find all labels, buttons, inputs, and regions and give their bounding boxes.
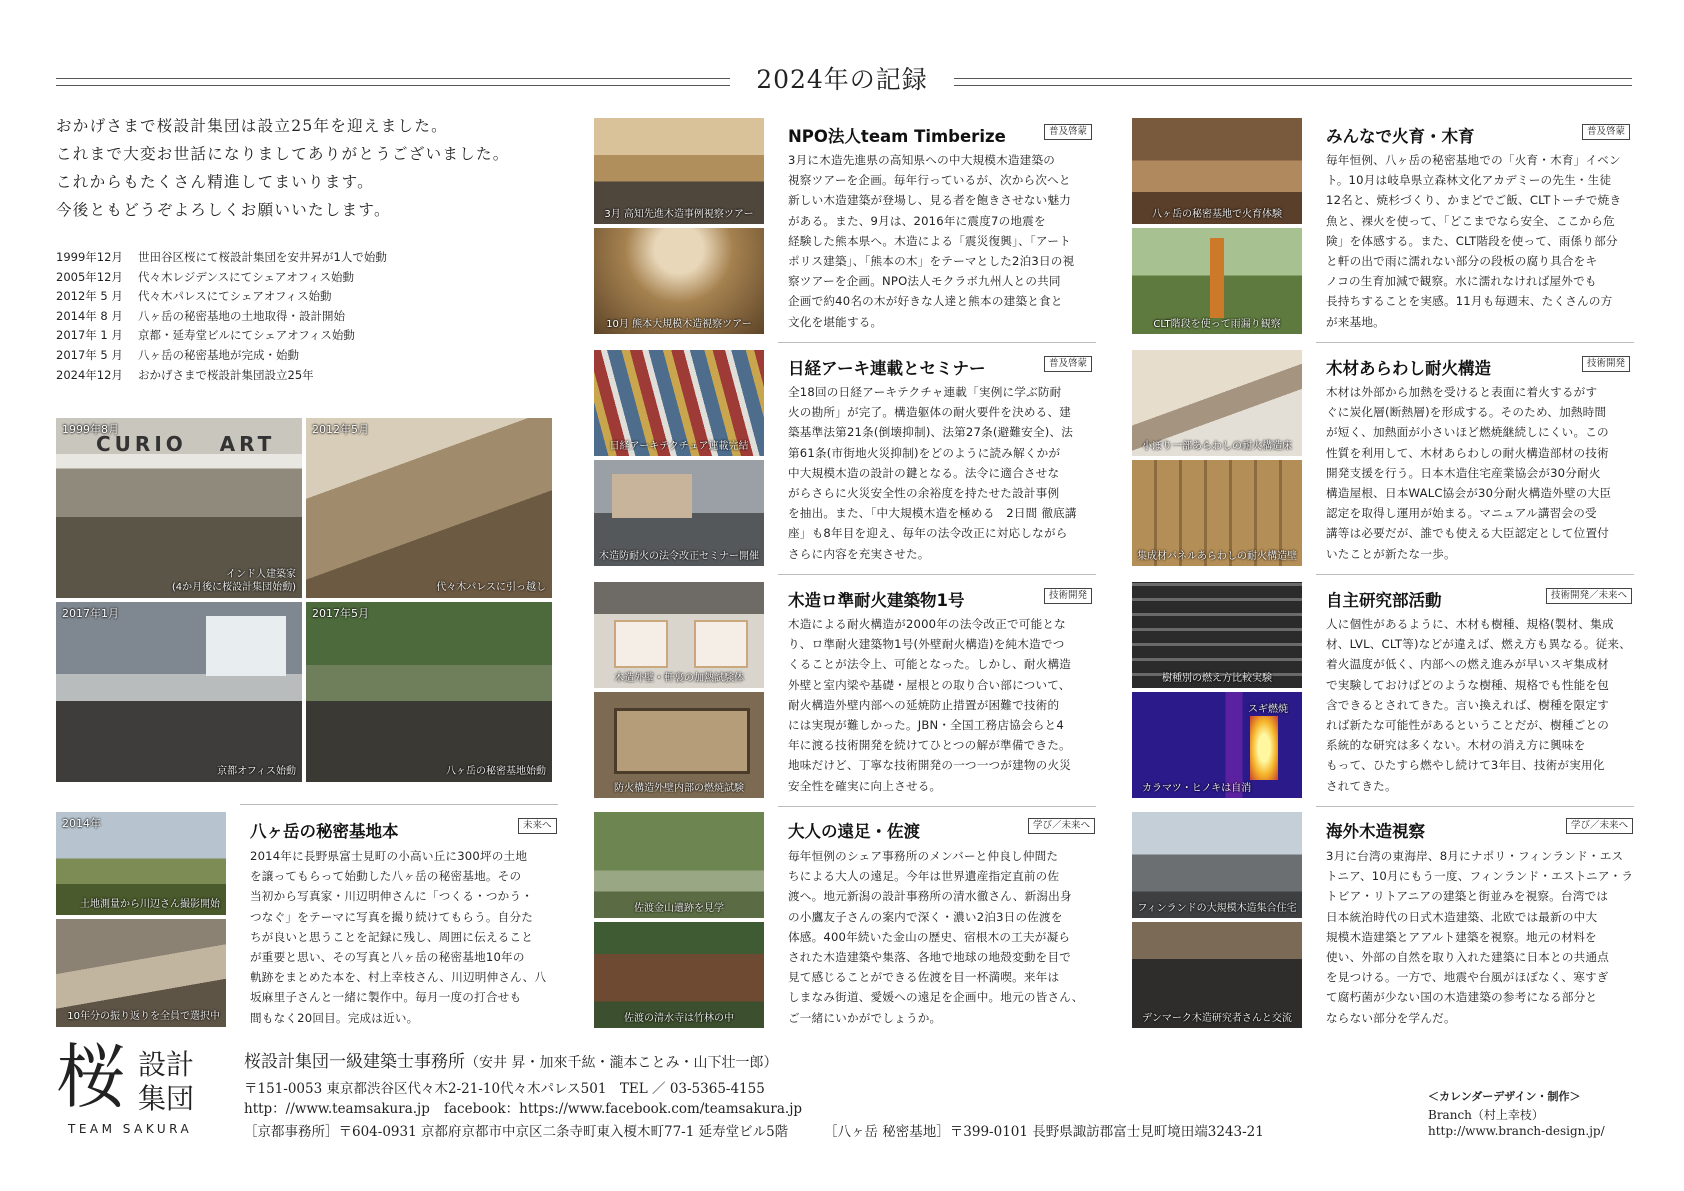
- category-tag: 技術開発: [1582, 356, 1630, 372]
- footer-yatsugatake-address: ［八ヶ岳 秘密基地］〒399-0101 長野県諏訪郡富士見町境田端3243-21: [824, 1124, 1264, 1140]
- separator: [240, 804, 558, 805]
- photo-mokuzou-test: 防火構造外壁内部の燃焼試験: [594, 692, 764, 798]
- article-body-nikkei: 全18回の日経アーキテクチャ連載「実例に学ぶ防耐 火の勘所」が完了。構造躯体の耐火要件を決める、建 築基準法第21条(倒壊抑制)、法第27条(避難安全)、法 第61条(市街地火災抑制)をどのように読み解くかが 中大規模木造の設計の鍵となる。法令に適合させな がらさらに火災安全性の余裕度を持たせた設計事例 を抽出。また、「中大規模木造を極める 2日間 徹底講 座」も8年目を迎え、毎年の法令改正に対応しながら さらに内容を充実させた。: [788, 385, 1077, 561]
- footer-company: 桜設計集団一級建築士事務所（安井 昇・加來千紘・瀧本ことみ・山下壮一郎）: [244, 1052, 778, 1072]
- history-item: 2017年 1 月 京都・延寿堂ビルにてシェアオフィス始動: [56, 328, 355, 343]
- article-title-jishu: 自主研究部活動: [1326, 591, 1442, 610]
- history-item: 2012年 5 月 代々木パレスにてシェアオフィス始動: [56, 289, 332, 304]
- intro-line: これからもたくさん精進してまいります。: [56, 173, 374, 191]
- page-title: 2024年の記録: [756, 65, 928, 94]
- article-body-jishu: 人に個性があるように、木材も樹種、規格(製材、集成 材、LVL、CLT等)などが違えば、燃え方も異なる。従来、 着火温度が低く、内部への燃え進みが早いスギ集成材 で実験しておけばどのような樹種、規格でも性能を包 含できるとされてきた。言い換えれば、樹種を限定す れば新たな可能性があるということだが、樹種ごとの 系統的な研究は多くない。木材の消え方に興味を もって、ひたすら燃やし続けて3年目、技術が実用化 されてきた。: [1326, 617, 1632, 793]
- history-item: 2017年 5 月 八ヶ岳の秘密基地が完成・始動: [56, 347, 299, 362]
- photo-mokuzou-specimen: 木造外壁・軒裏の加熱試験体: [594, 582, 764, 688]
- separator: [1316, 342, 1634, 343]
- article-body-mokuzou: 木造による耐火構造が2000年の法令改正で可能とな り、ロ準耐火建築物1号(外壁耐火構造)を純木造でつ くることが法令上、可能となった。しかし、耐火構造 外壁と室内梁や基礎・屋根との取り合い部について、 耐火構造外壁内部への延焼防止措置が困難で技術的 には実現が難しかった。JBN・全国工務店協会らと4 年に渡る技術開発を続けてひとつの解が準備できた。 地味だけど、丁寧な技術開発の一つ一つが建物の火災 安全性を確実に向上させる。: [788, 617, 1072, 793]
- photo-nikkei-magazines: 日経アーキテクチュア連載完結: [594, 350, 764, 456]
- photo-kaigai-finland: フィンランドの大規模木造集合住宅: [1132, 812, 1302, 918]
- design-credit-name: Branch（村上幸枝）: [1428, 1108, 1544, 1122]
- separator: [1316, 806, 1634, 807]
- photo-yatsugatake-meeting: 10年分の振り返りを全員で選択中: [56, 919, 226, 1027]
- history-item: 2024年12月 おかげさまで桜設計集団設立25年: [56, 367, 314, 382]
- category-tag: 未来へ: [518, 818, 557, 834]
- category-tag: 技術開発: [1044, 588, 1092, 604]
- photo-nikkei-seminar: 木造防耐火の法令改正セミナー開催: [594, 460, 764, 566]
- footer-facebook-link[interactable]: facebook：https://www.facebook.com/teamsakura.jp: [444, 1101, 803, 1117]
- intro-message: [56, 112, 576, 224]
- separator: [778, 342, 1096, 343]
- logo-subtitle: TEAM SAKURA: [68, 1122, 193, 1136]
- photo-yatsugatake-land: 2014年 土地測量から川辺さん撮影開始: [56, 812, 226, 915]
- photo-1999: CURIO ART 1999年8月 インド人建築家 (4か月後に桜設計集団始動): [56, 418, 302, 598]
- article-title-npo: NPO法人team Timberize: [788, 127, 1006, 146]
- category-tag: 技術開発／未来へ: [1546, 588, 1632, 604]
- photo-2017-jan: 2017年1月 京都オフィス始動: [56, 602, 302, 782]
- intro-line: おかげさまで桜設計集団は設立25年を迎えました。: [56, 117, 448, 135]
- photo-araware-wall: 集成材パネルあらわしの耐火構造壁: [1132, 460, 1302, 566]
- article-title-minna: みんなで火育・木育: [1326, 127, 1475, 146]
- logo-kanji: 桜: [56, 1036, 126, 1118]
- footer-address: 〒151-0053 東京都渋谷区代々木2-21-10代々木パレス501 TEL ／ 03-5365-4155: [244, 1081, 765, 1097]
- header-rule-right: [954, 78, 1632, 86]
- history-item: 2005年12月 代々木レジデンスにてシェアオフィス始動: [56, 269, 355, 284]
- footer-kyoto-address: ［京都事務所］〒604-0931 京都府京都市中京区二条寺町東入榎木町77-1 延寿堂ビル5階: [244, 1124, 789, 1140]
- photo-npo-kumamoto: 10月 熊本大規模木造視察ツアー: [594, 228, 764, 334]
- history-item: 2014年 8 月 八ヶ岳の秘密基地の土地取得・設計開始: [56, 308, 345, 323]
- category-tag: 普及啓蒙: [1044, 124, 1092, 140]
- photo-araware-floor: 小ぼり一部あらわしの耐火構造床: [1132, 350, 1302, 456]
- photo-kaigai-denmark: デンマーク木造研究者さんと交流: [1132, 922, 1302, 1028]
- article-title-kaigai: 海外木造視察: [1326, 822, 1425, 841]
- photo-npo-kochi: 3月 高知先進木造事例視察ツアー: [594, 118, 764, 224]
- separator: [778, 806, 1096, 807]
- separator: [778, 574, 1096, 575]
- article-body-araware: 木材は外部から加熱を受けると表面に着火するがす ぐに炭化層(断熱層)を形成する。そのため、加熱時間 が短く、加熱面が小さいほど燃焼継続しにくい。この 性質を利用して、木材あらわしの耐火構造部材の技術 開発支援を行う。日本木造住宅産業協会が30分耐火 構造屋根、日本WALC協会が30分耐火構造外壁の大臣 認定を取得し運用が始まる。マニュアル講習会の受 講等は必要だが、誰でも使える大臣認定として位置付 いたことが新たな一歩。: [1326, 385, 1612, 561]
- photo-2012: 2012年5月 代々木パレスに引っ越し: [306, 418, 552, 598]
- photo-ensoku-kinzan: 佐渡金山遺跡を見学: [594, 812, 764, 918]
- design-credit-label: ＜カレンダーデザイン・制作＞: [1428, 1090, 1581, 1103]
- article-body-minna: 毎年恒例、八ヶ岳の秘密基地での「火育・木育」イベン ト。10月は岐阜県立森林文化アカデミーの先生・生徒 12名と、焼杉づくり、かまどでご飯、CLTトーチで焼き 魚と、裸火を使って、「どこまでなら安全、ここから危 険」を体感する。また、CLT階段を使って、雨係り部分 と軒の出で雨に濡れない部分の段板の腐り具合をキ ノコの生育加減で観察。水に濡れなければ屋外でも 長持ちすることを実感。11月も毎週末、たくさんの方 が来基地。: [1326, 153, 1622, 329]
- photo-jishu-burning: 樹種別の燃え方比較実験: [1132, 582, 1302, 688]
- intro-line: これまで大変お世話になりましてありがとうございました。: [56, 145, 510, 163]
- header-rule-left: [56, 78, 730, 86]
- history-list: [56, 248, 387, 385]
- article-body-ensoku: 毎年恒例のシェア事務所のメンバーと仲良し仲間た ちによる大人の遠足。今年は世界遺産指定直前の佐 渡へ。地元新潟の設計事務所の清水徹さん、新潟出身 の小鷹友子さんの案内で深く・濃い2泊3日の佐渡を 体感。400年続いた金山の歴史、宿根木の工夫が凝ら された木造建築や集落、各地で地球の地殻変動を目で 見て感じることができる佐渡を目一杯満喫。来年は しまなみ街道、愛媛への遠足を企画中。地元の皆さん、 ご一緒にいかがでしょうか。: [788, 849, 1084, 1025]
- category-tag: 学び／未来へ: [1566, 818, 1633, 834]
- article-title-ensoku: 大人の遠足・佐渡: [788, 822, 920, 841]
- photo-2017-may: 2017年5月 八ヶ岳の秘密基地始動: [306, 602, 552, 782]
- article-body-yatsugatake: 2014年に長野県富士見町の小高い丘に300坪の土地 を譲ってもらって始動した八ヶ岳の秘密基地。その 当初から写真家・川辺明伸さんに「つくる・つかう・ つなぐ」をテーマに写真を撮り続けてもらう。自分た ちが良いと思うことを記録に残し、周囲に伝えること が重要と思い、その写真と八ヶ岳の秘密基地10年の 軌跡をまとめた本を、村上幸枝さん、川辺明伸さん、八 坂麻里子さんと一緒に製作中。毎月一度の打合せも 間もなく20回目。完成は近い。: [250, 849, 547, 1025]
- article-body-kaigai: 3月に台湾の東海岸、8月にナポリ・フィンランド・エス トニア、10月にもう一度、フィンランド・エストニア・ラ トビア・リトアニアの建築と街並みを視察。台湾では 日本統治時代の日式木造建築、北欧では最新の中大 規模木造建築とアアルト建築を視察。地元の材料を 使い、外部の自然を取り入れた建築に日本との共通点 を見つける。一方で、地震や台風がほぼなく、寒すぎ て腐朽菌が少ない国の木造建築の参考になる部分と ならない部分を学んだ。: [1326, 849, 1634, 1025]
- photo-jishu-thermal: スギ燃焼 カラマツ・ヒノキは自消: [1132, 692, 1302, 798]
- separator: [1316, 574, 1634, 575]
- article-title-yatsugatake: 八ヶ岳の秘密基地本: [250, 822, 399, 841]
- photo-minna-clt: CLT階段を使って雨漏り観察: [1132, 228, 1302, 334]
- article-title-nikkei: 日経アーキ連載とセミナー: [788, 359, 986, 378]
- logo-text: 設計 集団: [138, 1048, 195, 1115]
- article-title-mokuzou: 木造ロ準耐火建築物1号: [788, 591, 965, 610]
- history-item: 1999年12月 世田谷区桜にて桜設計集団を安井昇が1人で始動: [56, 250, 387, 264]
- category-tag: 普及啓蒙: [1582, 124, 1630, 140]
- photo-ensoku-kiyomizu: 佐渡の清水寺は竹林の中: [594, 922, 764, 1028]
- intro-line: 今後ともどうぞよろしくお願いいたします。: [56, 201, 391, 219]
- category-tag: 学び／未来へ: [1028, 818, 1095, 834]
- photo-minna-hiiku: 八ヶ岳の秘密基地で火育体験: [1132, 118, 1302, 224]
- article-title-araware: 木材あらわし耐火構造: [1326, 359, 1491, 378]
- article-body-npo: 3月に木造先進県の高知県への中大規模木造建築の 視察ツアーを企画。毎年行っているが、次から次へと 新しい木造建築が登場し、見る者を飽きさせない魅力 がある。また、9月は、2016年に震度7の地震を 経験した熊本県へ。木造による「震災復興」、「アート ポリス建築」、「熊本の木」をテーマとした2泊3日の視 察ツアーを企画。NPO法人モクラボ九州人との共同 企画で約40名の木が好きな人達と熊本の建築と食と 文化を堪能する。: [788, 153, 1075, 329]
- footer-website-link[interactable]: http：//www.teamsakura.jp: [244, 1101, 430, 1117]
- category-tag: 普及啓蒙: [1044, 356, 1092, 372]
- design-credit-link[interactable]: http://www.branch-design.jp/: [1428, 1124, 1605, 1138]
